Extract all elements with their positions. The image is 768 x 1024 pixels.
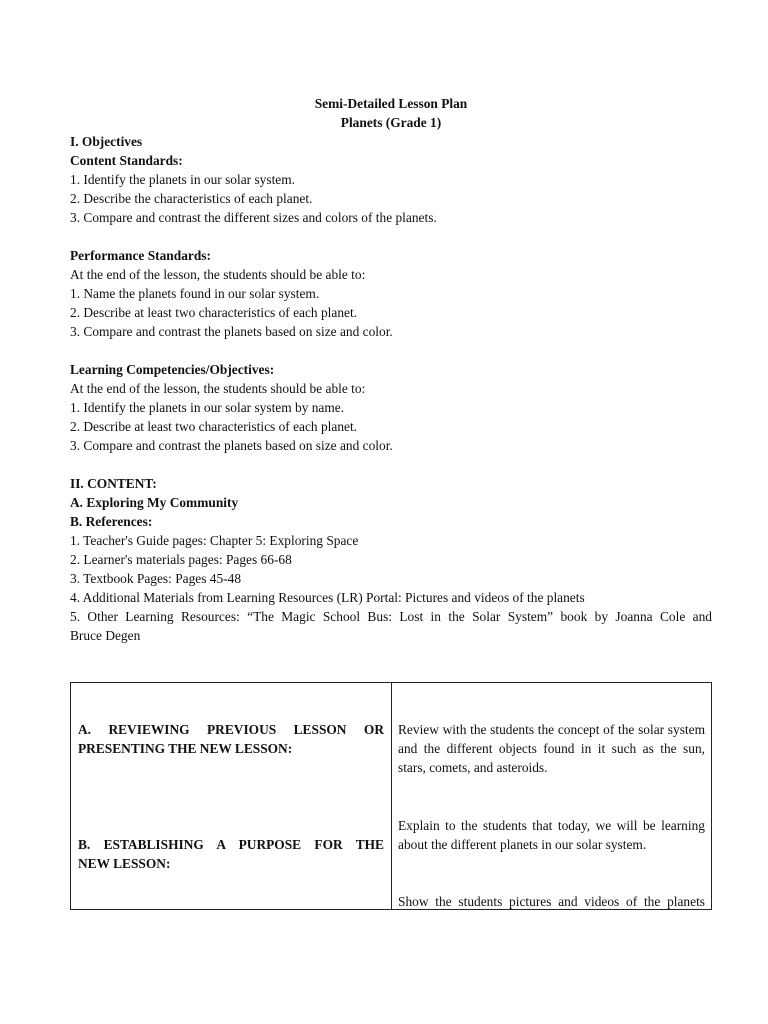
reference-item-continued: Bruce Degen <box>70 628 141 643</box>
list-item: 2. Describe at least two characteristics of each planet. <box>70 305 358 320</box>
list-item: 3. Compare and contrast the different sizes and colors of the planets. <box>70 210 437 225</box>
document-subtitle: Planets (Grade 1) <box>340 115 442 130</box>
performance-standards-label: Performance Standards: <box>70 248 211 263</box>
reference-item: 5. Other Learning Resources: “The Magic School Bus: Lost in the Solar System” book by Joanna Cole and <box>70 609 712 624</box>
procedure-table <box>70 682 712 910</box>
row-c-text: Show the students pictures and videos of the planets <box>398 894 705 909</box>
list-item: 1. Name the planets found in our solar system. <box>70 286 320 301</box>
content-standards-label: Content Standards: <box>70 153 183 168</box>
competencies-intro: At the end of the lesson, the students should be able to: <box>70 381 366 396</box>
list-item: 1. Identify the planets in our solar system by name. <box>70 400 345 415</box>
list-item: 2. Describe the characteristics of each planet. <box>70 191 313 206</box>
lesson-plan-document <box>70 94 712 645</box>
reference-item: 2. Learner's materials pages: Pages 66-68 <box>70 552 292 567</box>
document-title: Semi-Detailed Lesson Plan <box>314 96 468 111</box>
list-item: 3. Compare and contrast the planets based on size and color. <box>70 324 393 339</box>
reference-item: 3. Textbook Pages: Pages 45-48 <box>70 571 242 586</box>
list-item: 2. Describe at least two characteristics of each planet. <box>70 419 358 434</box>
reference-item: 1. Teacher's Guide pages: Chapter 5: Exploring Space <box>70 533 359 548</box>
references-label: B. References: <box>70 514 153 529</box>
list-item: 1. Identify the planets in our solar system. <box>70 172 295 187</box>
row-b-label: B. ESTABLISHING A PURPOSE FOR THE NEW LESSON: <box>78 837 384 871</box>
column-divider <box>391 683 392 909</box>
objectives-heading: I. Objectives <box>70 134 143 149</box>
content-topic: A. Exploring My Community <box>70 495 239 510</box>
learning-competencies-label: Learning Competencies/Objectives: <box>70 362 275 377</box>
content-heading: II. CONTENT: <box>70 476 157 491</box>
performance-intro: At the end of the lesson, the students should be able to: <box>70 267 366 282</box>
list-item: 3. Compare and contrast the planets based on size and color. <box>70 438 393 453</box>
row-b-text: Explain to the students that today, we will be learning about the different planets in our solar system. <box>398 818 705 852</box>
row-a-text: Review with the students the concept of the solar system and the different objects found in it such as the sun, stars, comets, and asteroids. <box>398 722 705 775</box>
reference-item: 4. Additional Materials from Learning Resources (LR) Portal: Pictures and videos of the planets <box>70 590 585 605</box>
row-a-label: A. REVIEWING PREVIOUS LESSON OR PRESENTING THE NEW LESSON: <box>78 722 384 756</box>
